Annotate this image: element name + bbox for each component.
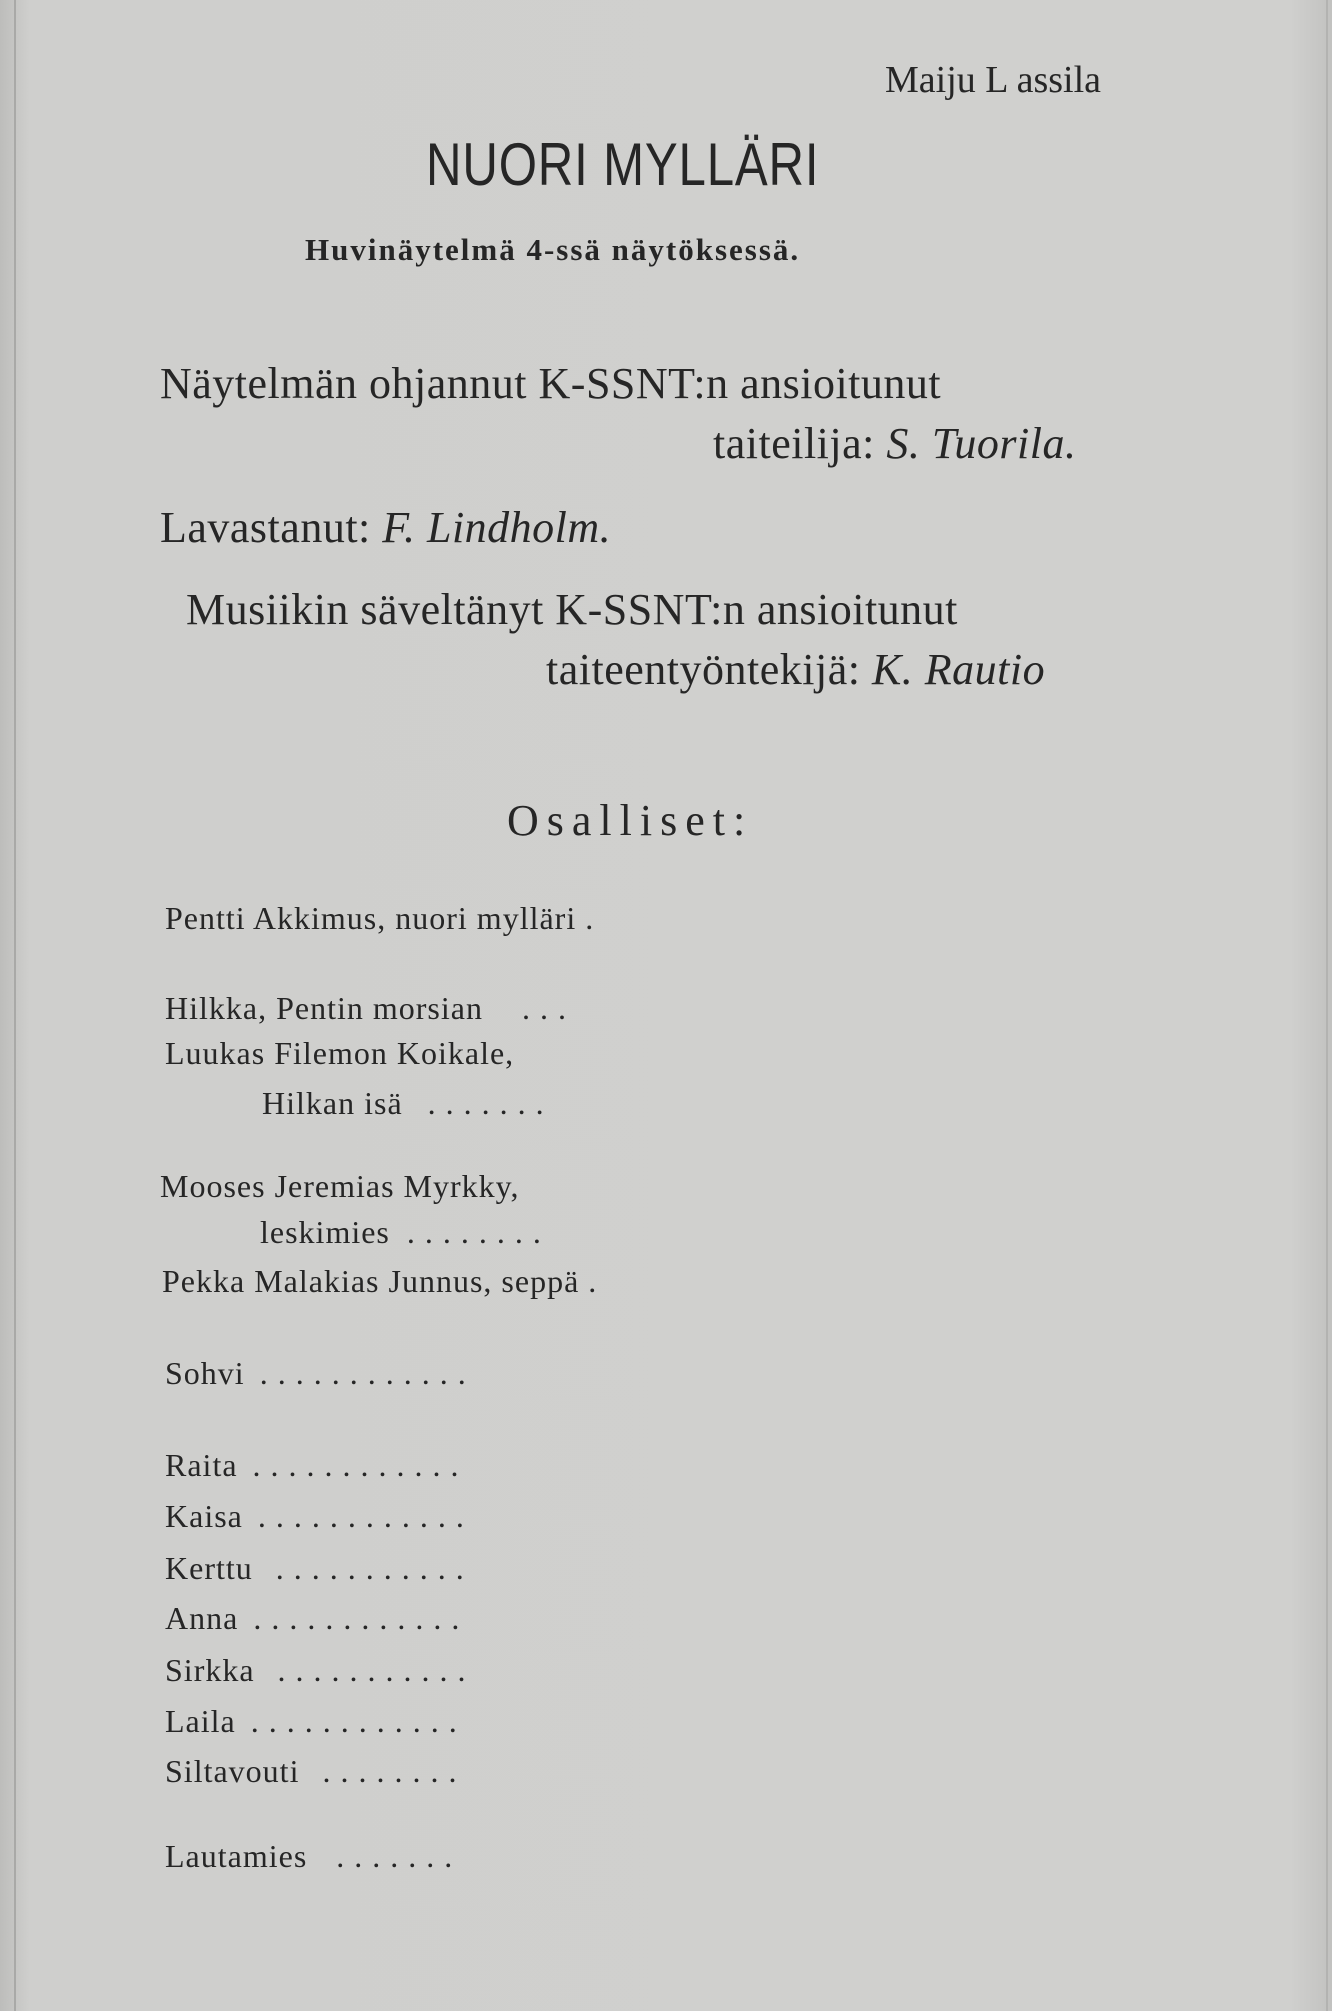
page-edge-left: [14, 0, 16, 2011]
music-prefix: taiteentyöntekijä:: [546, 645, 861, 694]
cast-role: [165, 1550, 474, 1587]
cast-role: [165, 1652, 476, 1689]
cast-role: [262, 1085, 554, 1122]
leader-dots: ...: [521, 990, 576, 1026]
leader-dots: ............: [257, 1498, 474, 1534]
composer-name: K. Rautio: [871, 645, 1046, 694]
role-name: Sirkka: [165, 1652, 255, 1688]
director-name: S. Tuorila.: [886, 419, 1077, 468]
play-subtitle: Huvinäytelmä 4-ssä näytöksessä.: [305, 232, 801, 267]
cast-role: [260, 1214, 551, 1251]
leader-dots: ...........: [277, 1652, 476, 1688]
leader-dots: .......: [336, 1838, 463, 1874]
cast-role: [165, 1355, 476, 1392]
role-name: Hilkka, Pentin morsian: [165, 990, 483, 1026]
role-name: Raita: [165, 1447, 238, 1483]
cast-role: [165, 1600, 469, 1637]
role-name: Lautamies: [165, 1838, 308, 1874]
role-name: Kerttu: [165, 1550, 253, 1586]
music-credit-line1: Musiikin säveltänyt K-SSNT:n ansioitunut: [186, 585, 958, 634]
cast-role: [165, 1753, 466, 1790]
leader-dots: ........: [406, 1214, 551, 1250]
leader-dots: ........: [322, 1753, 467, 1789]
cast-role: [165, 1703, 467, 1740]
cast-role: Pekka Malakias Junnus, seppä .: [162, 1263, 598, 1299]
cast-heading: Osalliset:: [507, 796, 754, 845]
set-credit: [160, 502, 611, 553]
leader-dots: ...........: [275, 1550, 474, 1586]
role-name: Hilkan isä: [262, 1085, 403, 1121]
leader-dots: ............: [252, 1447, 469, 1483]
cast-role: Pentti Akkimus, nuori mylläri .: [165, 900, 595, 936]
role-name: leskimies: [260, 1214, 390, 1250]
leader-dots: ............: [250, 1703, 467, 1739]
leader-dots: ............: [259, 1355, 476, 1391]
cast-role: Mooses Jeremias Myrkky,: [160, 1168, 520, 1204]
set-designer-name: F. Lindholm.: [382, 503, 612, 552]
cast-role: [165, 1447, 469, 1484]
page-edge-right: [1326, 0, 1328, 2011]
set-prefix: Lavastanut:: [160, 503, 371, 552]
role-name: Anna: [165, 1600, 239, 1636]
cast-role: [165, 1838, 462, 1875]
cast-role: Luukas Filemon Koikale,: [165, 1035, 515, 1071]
role-name: Kaisa: [165, 1498, 243, 1534]
director-credit-line2: [713, 418, 1077, 469]
role-name: Siltavouti: [165, 1753, 300, 1789]
leader-dots: ............: [253, 1600, 470, 1636]
leader-dots: .......: [427, 1085, 554, 1121]
role-name: Sohvi: [165, 1355, 245, 1391]
director-prefix: taiteilija:: [713, 419, 875, 468]
director-credit-line1: Näytelmän ohjannut K-SSNT:n ansioitunut: [160, 359, 942, 408]
cast-role: [165, 990, 576, 1027]
music-credit-line2: [546, 644, 1045, 695]
cast-role: [165, 1498, 474, 1535]
role-name: Laila: [165, 1703, 236, 1739]
play-title: NUORI MYLLÄRI: [426, 131, 820, 198]
author-name: Maiju L assila: [885, 59, 1101, 101]
